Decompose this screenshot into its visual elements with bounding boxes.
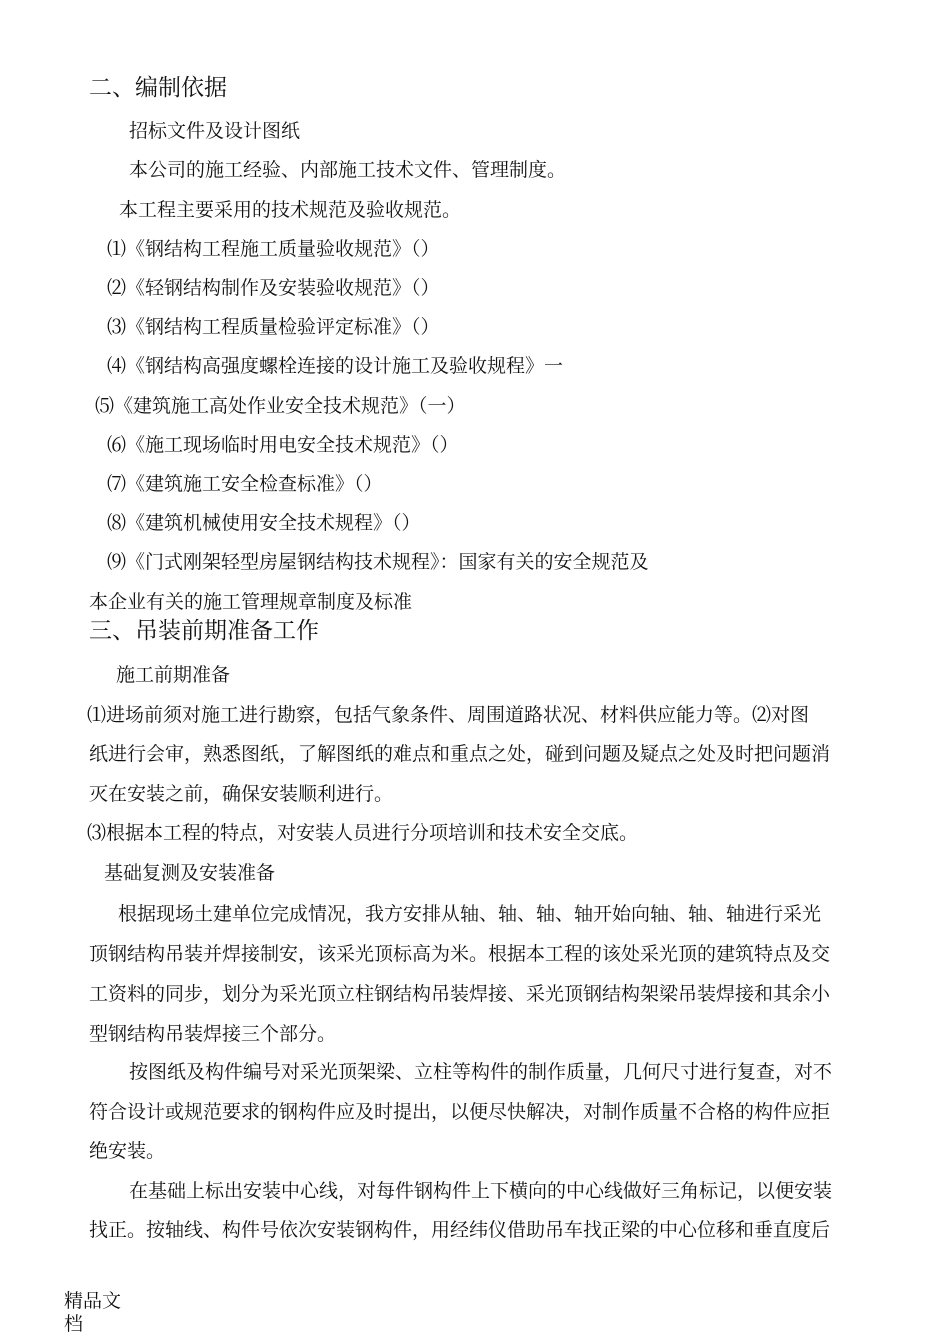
paragraph: 本企业有关的施工管理规章制度及标准	[89, 591, 413, 613]
standard-list-item: ⑶《钢结构工程质量检验评定标准》（）	[107, 316, 440, 338]
paragraph-line: 工资料的同步，划分为采光顶立柱钢结构吊装焊接、采光顶钢结构架梁吊装焊接和其余小	[89, 983, 831, 1005]
paragraph-line: 在基础上标出安装中心线，对每件钢构件上下横向的中心线做好三角标记，以便安装	[129, 1180, 833, 1202]
paragraph-line: 纸进行会审，熟悉图纸，了解图纸的难点和重点之处，碰到问题及疑点之处及时把问题消	[89, 743, 831, 765]
standard-list-item: ⑸《建筑施工高处作业安全技术规范》（一）	[95, 395, 466, 417]
paragraph: ⑶根据本工程的特点，对安装人员进行分项培训和技术安全交底。	[87, 822, 639, 844]
standard-list-item: ⑹《施工现场临时用电安全技术规范》（）	[107, 434, 459, 456]
standard-list-item: ⑵《轻钢结构制作及安装验收规范》（）	[107, 277, 440, 299]
section-heading-3: 三、吊装前期准备工作	[89, 618, 319, 644]
standard-list-item: ⑼《门式刚架轻型房屋钢结构技术规程》：国家有关的安全规范及	[107, 551, 649, 573]
paragraph-line: 找正。按轴线、构件号依次安装钢构件，用经纬仪借助吊车找正梁的中心位移和垂直度后	[89, 1219, 831, 1241]
paragraph-line: 绝安装。	[89, 1140, 166, 1162]
paragraph: 招标文件及设计图纸	[129, 120, 301, 142]
paragraph-line: 型钢结构吊装焊接三个部分。	[89, 1023, 337, 1045]
standard-list-item: ⑻《建筑机械使用安全技术规程》（）	[107, 512, 421, 534]
section-heading-2: 二、编制依据	[89, 75, 227, 101]
paragraph-line: ⑴进场前须对施工进行勘察，包括气象条件、周围道路状况、材料供应能力等。⑵对图	[87, 704, 810, 726]
paragraph: 本工程主要采用的技术规范及验收规范。	[119, 199, 462, 221]
paragraph-line: 按图纸及构件编号对采光顶架梁、立柱等构件的制作质量，几何尺寸进行复查，对不	[129, 1061, 833, 1083]
paragraph: 本公司的施工经验、内部施工技术文件、管理制度。	[129, 159, 567, 181]
standard-list-item: ⑴《钢结构工程施工质量验收规范》（）	[107, 238, 440, 260]
paragraph-line: 顶钢结构吊装并焊接制安，该采光顶标高为米。根据本工程的该处采光顶的建筑特点及交	[89, 943, 831, 965]
paragraph-line: 根据现场土建单位完成情况，我方安排从轴、轴、轴、轴开始向轴、轴、轴进行采光	[118, 903, 822, 925]
subheading: 施工前期准备	[116, 664, 231, 686]
page-footer: 精品文档	[64, 1290, 122, 1335]
standard-list-item: ⑺《建筑施工安全检查标准》（）	[107, 473, 383, 495]
subheading: 基础复测及安装准备	[104, 862, 276, 884]
paragraph-line: 灭在安装之前，确保安装顺利进行。	[89, 783, 394, 805]
standard-list-item: ⑷《钢结构高强度螺栓连接的设计施工及验收规程》一	[107, 355, 564, 377]
paragraph-line: 符合设计或规范要求的钢构件应及时提出，以便尽快解决，对制作质量不合格的构件应拒	[89, 1101, 831, 1123]
